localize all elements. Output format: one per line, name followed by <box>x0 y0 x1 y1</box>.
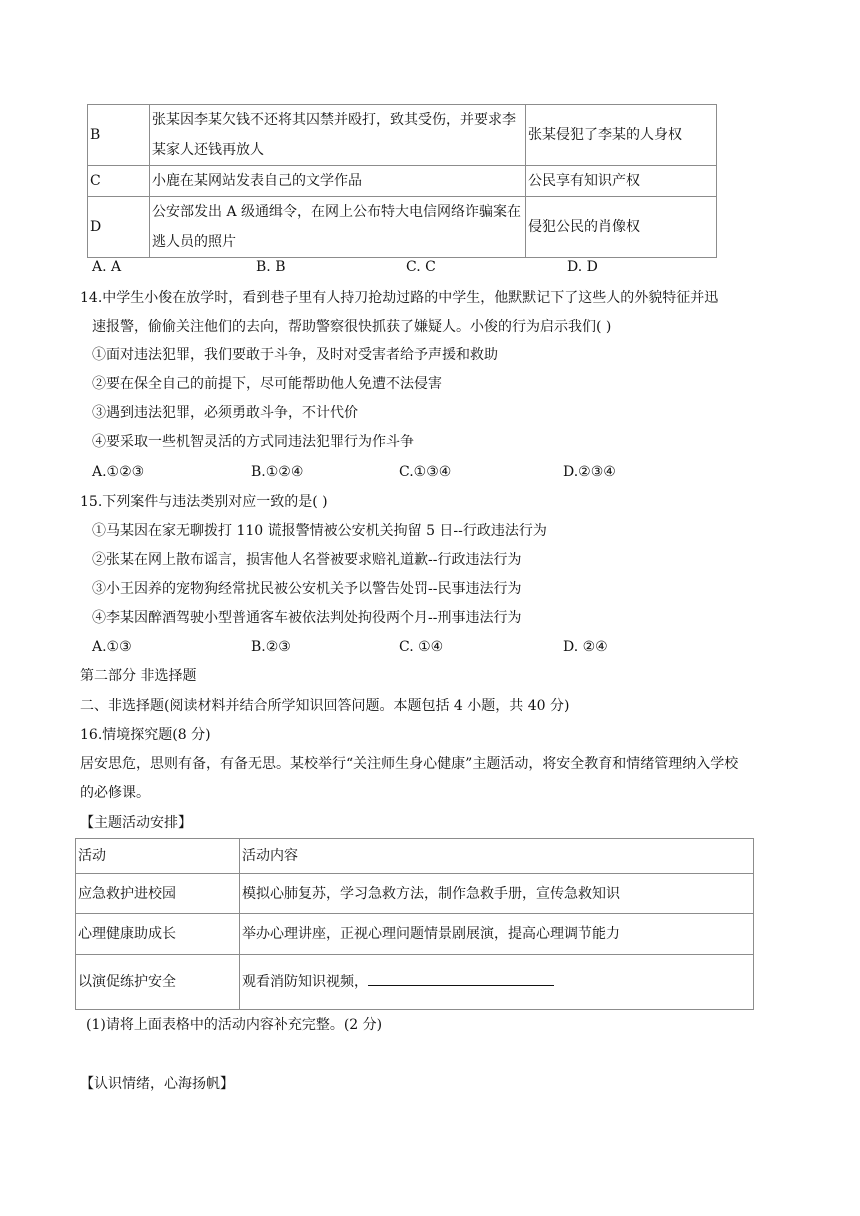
q16-sub1: (1)请将上面表格中的活动内容补充完整。(2 分) <box>86 1017 383 1033</box>
part2-title: 第二部分 非选择题 <box>80 668 197 684</box>
activity-table <box>75 838 754 1010</box>
q13-option-b[interactable]: B. B <box>256 259 286 275</box>
q15-option-c[interactable]: C. ①④ <box>399 639 444 655</box>
table-cell-activity: 心理健康助成长 <box>76 914 240 955</box>
q15-item-2: ②张某在网上散布谣言，损害他人名誉被要求赔礼道歉--行政违法行为 <box>92 552 522 568</box>
q16-intro-line2: 的必修课。 <box>80 785 150 801</box>
q13-option-d[interactable]: D. D <box>567 259 598 275</box>
q15-option-b[interactable]: B.②③ <box>251 639 291 655</box>
table-cell-content-text: 观看消防知识视频， <box>242 974 368 990</box>
table-cell-letter: D <box>88 197 150 258</box>
q14-item-2: ②要在保全自己的前提下，尽可能帮助他人免遭不法侵害 <box>92 376 442 392</box>
emotion-label: 【认识情绪，心海扬帆】 <box>80 1076 234 1092</box>
table-row <box>88 166 717 197</box>
table-row <box>76 914 754 955</box>
table-cell-content <box>240 955 754 1010</box>
q15-item-4: ④李某因醉酒驾驶小型普通客车被依法判处拘役两个月--刑事违法行为 <box>92 610 522 626</box>
table-cell-activity: 以演促练护安全 <box>76 955 240 1010</box>
q14-stem-line2: 速报警，偷偷关注他们的去向，帮助警察很快抓获了嫌疑人。小俊的行为启示我们( ) <box>92 319 612 335</box>
table-cell-right: 张某侵犯了李某的人身权 <box>526 105 717 166</box>
answer-blank[interactable] <box>368 971 554 986</box>
q15-stem: 15.下列案件与违法类别对应一致的是( ) <box>80 494 328 510</box>
q14-item-4: ④要采取一些机智灵活的方式同违法犯罪行为作斗争 <box>92 434 414 450</box>
table-cell-case: 张某因李某欠钱不还将其囚禁并殴打，致其受伤，并要求李某家人还钱再放人 <box>150 105 526 166</box>
table-cell-activity: 应急救护进校园 <box>76 874 240 914</box>
q15-item-3: ③小王因养的宠物狗经常扰民被公安机关予以警告处罚--民事违法行为 <box>92 581 522 597</box>
q13-option-c[interactable]: C. C <box>406 259 436 275</box>
table-cell-letter: B <box>88 105 150 166</box>
table-row <box>76 955 754 1010</box>
table-cell-case: 小鹿在某网站发表自己的文学作品 <box>150 166 526 197</box>
q14-option-d[interactable]: D.②③④ <box>563 464 616 480</box>
section2-title: 二、非选择题(阅读材料并结合所学知识回答问题。本题包括 4 小题，共 40 分) <box>80 698 570 714</box>
q15-option-a[interactable]: A.①③ <box>92 639 132 655</box>
q14-item-1: ①面对违法犯罪，我们要敢于斗争，及时对受害者给予声援和救助 <box>92 347 498 363</box>
table-header-content: 活动内容 <box>240 839 754 874</box>
table-cell-content: 模拟心肺复苏，学习急救方法，制作急救手册，宣传急救知识 <box>240 874 754 914</box>
table-cell-letter: C <box>88 166 150 197</box>
table-row <box>88 197 717 258</box>
q14-stem-line1: 14.中学生小俊在放学时，看到巷子里有人持刀抢劫过路的中学生，他默默记下了这些人的外貌特征并迅 <box>80 290 719 306</box>
q14-option-c[interactable]: C.①③④ <box>399 464 452 480</box>
table-row <box>88 105 717 166</box>
q16-intro-line1: 居安思危，思则有备，有备无思。某校举行“关注师生身心健康”主题活动，将安全教育和情绪管理纳入学校 <box>80 756 739 772</box>
q14-option-a[interactable]: A.①②③ <box>92 464 145 480</box>
q13-option-a[interactable]: A. A <box>92 259 122 275</box>
table-cell-right: 侵犯公民的肖像权 <box>526 197 717 258</box>
q14-option-b[interactable]: B.①②④ <box>251 464 304 480</box>
table-cell-right: 公民享有知识产权 <box>526 166 717 197</box>
q14-item-3: ③遇到违法犯罪，必须勇敢斗争，不计代价 <box>92 405 358 421</box>
table-header-row <box>76 839 754 874</box>
table-header-activity: 活动 <box>76 839 240 874</box>
table-row <box>76 874 754 914</box>
arrangement-label: 【主题活动安排】 <box>80 815 192 831</box>
table-cell-content: 举办心理讲座，正视心理问题情景剧展演，提高心理调节能力 <box>240 914 754 955</box>
table-cell-case: 公安部发出 A 级通缉令，在网上公布特大电信网络诈骗案在逃人员的照片 <box>150 197 526 258</box>
q13-table <box>87 104 717 258</box>
q16-title: 16.情境探究题(8 分) <box>80 727 211 743</box>
q15-item-1: ①马某因在家无聊拨打 110 谎报警情被公安机关拘留 5 日--行政违法行为 <box>92 523 547 539</box>
q15-option-d[interactable]: D. ②④ <box>563 639 608 655</box>
